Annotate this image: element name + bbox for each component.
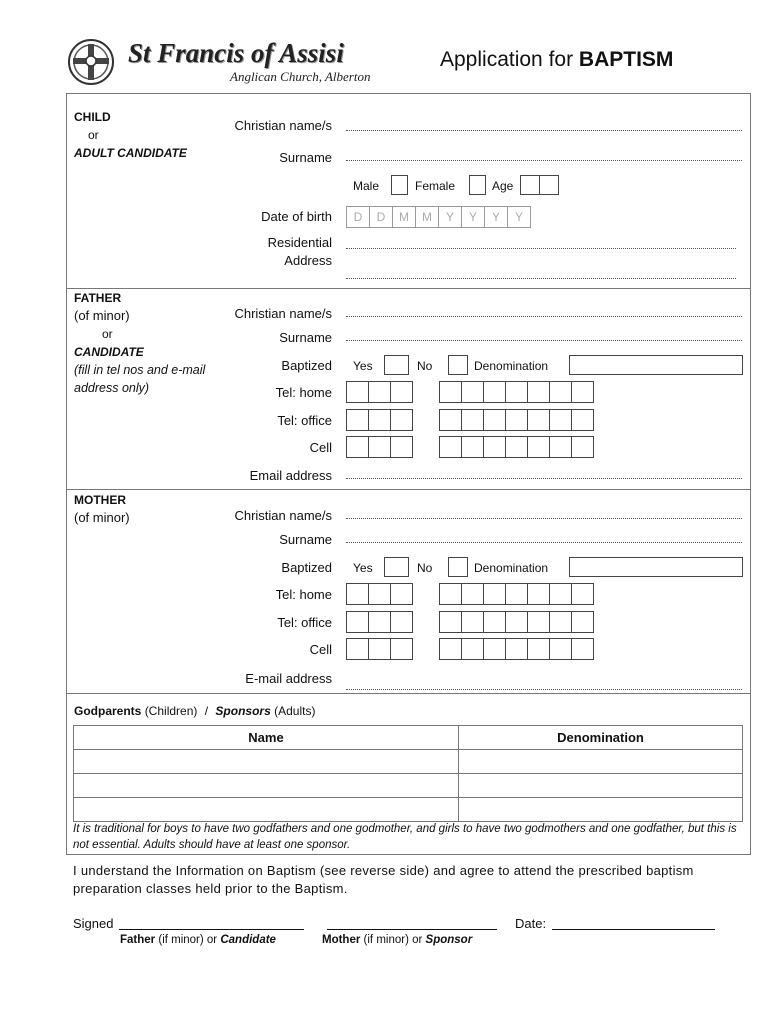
phone-digit-cell[interactable] <box>505 436 528 458</box>
father-tel-home-number[interactable] <box>439 381 593 403</box>
child-heading-1: CHILD <box>74 110 111 124</box>
phone-digit-cell[interactable] <box>368 436 391 458</box>
father-signature-caption <box>120 934 276 946</box>
phone-digit-cell[interactable] <box>461 409 484 431</box>
col-name-header: Name <box>74 726 459 750</box>
phone-digit-cell[interactable] <box>527 583 550 605</box>
phone-digit-cell[interactable] <box>390 611 413 633</box>
phone-digit-cell[interactable] <box>527 381 550 403</box>
phone-digit-cell[interactable] <box>390 436 413 458</box>
father-tel-office-code[interactable] <box>346 409 412 431</box>
dob-cells[interactable] <box>346 206 530 228</box>
mother-no-checkbox[interactable] <box>448 557 468 577</box>
date-line[interactable] <box>552 929 715 930</box>
dob-cell[interactable]: Y <box>438 206 462 228</box>
father-tel-office-label: Tel: office <box>277 413 332 428</box>
col-denomination-header: Denomination <box>459 726 743 750</box>
phone-digit-cell[interactable] <box>549 638 572 660</box>
mother-no-label: No <box>417 561 433 575</box>
phone-digit-cell[interactable] <box>368 409 391 431</box>
child-christian-names-label: Christian name/s <box>234 118 332 133</box>
father-no-label: No <box>417 359 433 373</box>
table-row <box>74 774 743 798</box>
phone-digit-cell[interactable] <box>549 436 572 458</box>
child-heading <box>74 108 187 162</box>
dob-label: Date of birth <box>261 209 332 224</box>
female-label: Female <box>415 179 456 193</box>
form-title-prefix: Application for <box>440 48 574 71</box>
godparents-note: It is traditional for boys to have two godfathers and one godmother, and girls to have two godmothers and one godfather, but this is not essential. Adults should have at least one sponsor. <box>73 823 737 851</box>
father-denomination-field[interactable] <box>569 355 743 375</box>
sponsor-caption: Sponsor <box>425 934 473 946</box>
phone-digit-cell[interactable] <box>505 409 528 431</box>
father-or: or <box>102 327 113 341</box>
phone-digit-cell[interactable] <box>439 409 462 431</box>
candidate-caption: Candidate <box>220 934 276 946</box>
mother-caption-rest: (if minor) or <box>363 934 423 946</box>
phone-digit-cell[interactable] <box>439 583 462 605</box>
phone-digit-cell[interactable] <box>439 611 462 633</box>
phone-digit-cell[interactable] <box>461 583 484 605</box>
godparents-label-sponsors: Sponsors <box>215 704 271 718</box>
dob-cell[interactable]: M <box>415 206 439 228</box>
mother-tel-office-number[interactable] <box>439 611 593 633</box>
godparent-name-cell[interactable] <box>74 750 459 774</box>
father-email-label: Email address <box>249 468 332 483</box>
mother-surname-field[interactable] <box>346 542 742 543</box>
mother-surname-label: Surname <box>279 532 332 547</box>
phone-digit-cell[interactable] <box>571 583 594 605</box>
godparent-name-cell[interactable] <box>74 774 459 798</box>
child-christian-names-field[interactable] <box>346 130 742 131</box>
male-label: Male <box>353 179 380 193</box>
phone-digit-cell[interactable] <box>346 611 369 633</box>
phone-digit-cell[interactable] <box>571 436 594 458</box>
mother-denomination-label: Denomination <box>474 561 549 575</box>
divider-mother <box>66 489 751 490</box>
phone-digit-cell[interactable] <box>439 381 462 403</box>
address-field-2[interactable] <box>346 278 736 279</box>
father-candidate: CANDIDATE <box>74 345 144 359</box>
child-surname-field[interactable] <box>346 160 742 161</box>
father-cell-number[interactable] <box>439 436 593 458</box>
phone-digit-cell[interactable] <box>461 638 484 660</box>
phone-digit-cell[interactable] <box>505 381 528 403</box>
divider-godparents <box>66 693 751 694</box>
mother-of-minor: (of minor) <box>74 510 130 525</box>
godparents-label-children: (Children) <box>144 704 198 718</box>
phone-digit-cell[interactable] <box>527 611 550 633</box>
father-baptized-label: Baptized <box>281 358 332 373</box>
father-surname-field[interactable] <box>346 340 742 341</box>
father-christian-names-field[interactable] <box>346 316 742 317</box>
dob-cell[interactable]: Y <box>507 206 531 228</box>
phone-digit-cell[interactable] <box>505 638 528 660</box>
father-yes-checkbox[interactable] <box>384 355 409 375</box>
phone-digit-cell[interactable] <box>368 583 391 605</box>
phone-digit-cell[interactable] <box>549 583 572 605</box>
mother-cell-number[interactable] <box>439 638 593 660</box>
phone-digit-cell[interactable] <box>483 611 506 633</box>
godparents-label-adults: (Adults) <box>274 704 316 718</box>
phone-digit-cell[interactable] <box>483 436 506 458</box>
male-checkbox[interactable] <box>391 175 408 195</box>
dob-cell[interactable]: Y <box>461 206 485 228</box>
phone-digit-cell[interactable] <box>346 436 369 458</box>
phone-digit-cell[interactable] <box>549 381 572 403</box>
form-title-bold: BAPTISM <box>578 48 674 71</box>
phone-digit-cell[interactable] <box>461 611 484 633</box>
declaration-text: I understand the Information on Baptism (see reverse side) and agree to attend the prescribed baptism preparation classes held prior to the Baptism. <box>73 863 694 896</box>
father-surname-label: Surname <box>279 330 332 345</box>
church-logo <box>67 38 115 86</box>
date-label: Date: <box>515 916 547 931</box>
mother-heading <box>74 491 130 527</box>
father-caption-bold: Father <box>120 934 156 946</box>
phone-digit-cell[interactable] <box>346 409 369 431</box>
phone-digit-cell[interactable] <box>571 638 594 660</box>
phone-digit-cell[interactable] <box>346 583 369 605</box>
mother-denomination-field[interactable] <box>569 557 743 577</box>
phone-digit-cell[interactable] <box>571 409 594 431</box>
phone-digit-cell[interactable] <box>527 436 550 458</box>
phone-digit-cell[interactable] <box>346 638 369 660</box>
father-caption-rest: (if minor) or <box>158 934 218 946</box>
phone-digit-cell[interactable] <box>368 611 391 633</box>
phone-digit-cell[interactable] <box>483 381 506 403</box>
phone-digit-cell[interactable] <box>527 638 550 660</box>
child-heading-2: ADULT CANDIDATE <box>74 146 187 160</box>
father-heading-title: FATHER <box>74 291 122 305</box>
church-name: St Francis of Assisi <box>128 38 344 68</box>
phone-digit-cell[interactable] <box>505 583 528 605</box>
phone-digit-cell[interactable] <box>527 409 550 431</box>
godparents-table <box>73 725 743 822</box>
age-box-2[interactable] <box>539 175 559 195</box>
mother-email-label: E-mail address <box>245 671 332 686</box>
godparent-denomination-cell[interactable] <box>459 798 743 822</box>
father-denomination-label: Denomination <box>474 359 549 373</box>
phone-digit-cell[interactable] <box>390 638 413 660</box>
godparent-denomination-cell[interactable] <box>459 774 743 798</box>
phone-digit-cell[interactable] <box>571 381 594 403</box>
father-signature-line[interactable] <box>119 929 304 930</box>
female-checkbox[interactable] <box>469 175 486 195</box>
dob-cell[interactable]: D <box>346 206 370 228</box>
mother-christian-names-label: Christian name/s <box>234 508 332 523</box>
phone-digit-cell[interactable] <box>439 436 462 458</box>
child-surname-label: Surname <box>279 150 332 165</box>
father-cell-label: Cell <box>309 440 332 455</box>
phone-digit-cell[interactable] <box>390 583 413 605</box>
mother-cell-code[interactable] <box>346 638 412 660</box>
child-heading-or: or <box>88 128 99 142</box>
phone-digit-cell[interactable] <box>439 638 462 660</box>
mother-heading-title: MOTHER <box>74 493 126 507</box>
address-label: Address <box>284 253 332 268</box>
address-field-1[interactable] <box>346 248 736 249</box>
father-cell-code[interactable] <box>346 436 412 458</box>
godparents-label <box>74 704 315 718</box>
mother-signature-caption <box>322 934 472 946</box>
mother-yes-label: Yes <box>353 561 373 575</box>
father-email-field[interactable] <box>346 478 742 479</box>
phone-digit-cell[interactable] <box>505 611 528 633</box>
mother-baptized-label: Baptized <box>281 560 332 575</box>
table-row <box>74 750 743 774</box>
form-title <box>440 48 673 72</box>
mother-caption-bold: Mother <box>322 934 361 946</box>
father-christian-names-label: Christian name/s <box>234 306 332 321</box>
phone-digit-cell[interactable] <box>368 638 391 660</box>
phone-digit-cell[interactable] <box>549 611 572 633</box>
phone-digit-cell[interactable] <box>549 409 572 431</box>
mother-email-field[interactable] <box>346 689 742 690</box>
phone-digit-cell[interactable] <box>390 409 413 431</box>
age-label: Age <box>492 179 514 193</box>
phone-digit-cell[interactable] <box>461 436 484 458</box>
church-subtitle: Anglican Church, Alberton <box>230 69 371 84</box>
phone-digit-cell[interactable] <box>368 381 391 403</box>
father-yes-label: Yes <box>353 359 373 373</box>
mother-tel-office-code[interactable] <box>346 611 412 633</box>
dob-cell[interactable]: D <box>369 206 393 228</box>
phone-digit-cell[interactable] <box>483 638 506 660</box>
father-heading <box>74 289 214 397</box>
cross-emblem-icon <box>67 38 115 86</box>
father-tel-home-label: Tel: home <box>275 385 332 400</box>
phone-digit-cell[interactable] <box>571 611 594 633</box>
table-row <box>74 798 743 822</box>
dob-cell[interactable]: M <box>392 206 416 228</box>
mother-yes-checkbox[interactable] <box>384 557 409 577</box>
phone-digit-cell[interactable] <box>461 381 484 403</box>
mother-tel-home-number[interactable] <box>439 583 593 605</box>
father-tel-office-number[interactable] <box>439 409 593 431</box>
phone-digit-cell[interactable] <box>390 381 413 403</box>
mother-cell-label: Cell <box>309 642 332 657</box>
age-box-1[interactable] <box>520 175 540 195</box>
mother-signature-line[interactable] <box>327 929 497 930</box>
dob-cell[interactable]: Y <box>484 206 508 228</box>
father-no-checkbox[interactable] <box>448 355 468 375</box>
father-note: (fill in tel nos and e-mail address only) <box>74 363 206 395</box>
mother-tel-home-label: Tel: home <box>275 587 332 602</box>
phone-digit-cell[interactable] <box>483 409 506 431</box>
godparent-name-cell[interactable] <box>74 798 459 822</box>
phone-digit-cell[interactable] <box>483 583 506 605</box>
godparents-slash: / <box>204 704 209 718</box>
father-of-minor: (of minor) <box>74 308 130 323</box>
mother-tel-home-code[interactable] <box>346 583 412 605</box>
mother-christian-names-field[interactable] <box>346 518 742 519</box>
godparents-label-bold: Godparents <box>74 704 142 718</box>
residential-label: Residential <box>267 235 332 250</box>
mother-tel-office-label: Tel: office <box>277 615 332 630</box>
godparent-denomination-cell[interactable] <box>459 750 743 774</box>
signed-label: Signed <box>73 916 114 931</box>
phone-digit-cell[interactable] <box>346 381 369 403</box>
father-tel-home-code[interactable] <box>346 381 412 403</box>
